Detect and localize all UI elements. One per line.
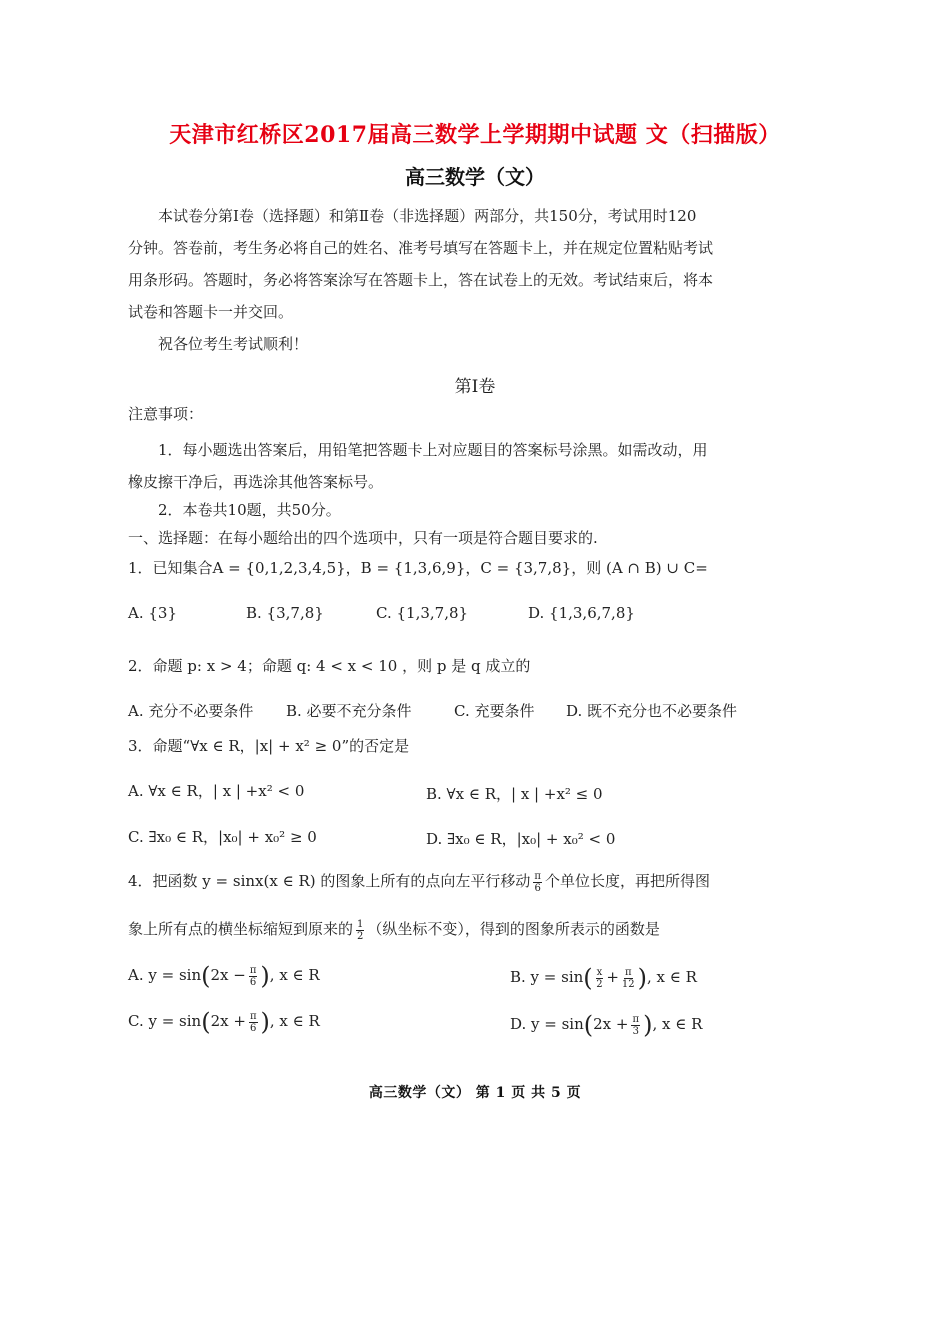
q4b-open-paren: (	[583, 964, 593, 992]
intro-wish: 祝各位考生考试顺利！	[158, 335, 309, 353]
question-3-option-a: A. ∀x ∈ R，| x | +x² < 0	[128, 782, 305, 800]
notice-item-2: 2．本卷共10题，共50分。	[158, 501, 341, 519]
q4a-fraction	[249, 965, 258, 988]
q4-shift-denominator: 6	[534, 882, 541, 894]
question-2-option-a: A. 充分不必要条件	[128, 702, 254, 720]
q4-scale-denominator: 2	[357, 930, 364, 942]
q4d-numerator: π	[632, 1013, 640, 1025]
q4d-fraction	[631, 1014, 640, 1037]
page-footer: 高三数学（文） 第 1 页 共 5 页	[368, 1085, 582, 1101]
q4-shift-fraction	[533, 871, 542, 894]
q4a-open-paren: (	[201, 962, 211, 990]
q4c-numerator: π	[249, 1010, 257, 1022]
section-title: 第Ⅰ卷	[454, 377, 496, 397]
q4a-close-paren: )	[260, 962, 270, 990]
paper-subtitle: 高三数学（文）	[405, 165, 545, 189]
question-1-stem: 1．已知集合A = {0,1,2,3,4,5}，B = {1,3,6,9}，C = {3,7,8}，则 (A ∩ B) ∪ C=	[128, 559, 708, 577]
q4b-fraction	[622, 967, 635, 990]
q4d-close-paren: )	[643, 1011, 653, 1039]
question-3-stem: 3．命题“∀x ∈ R，|x| + x² ≥ 0”的否定是	[128, 737, 410, 755]
q4-stem-text-1a: 4．把函数 y = sinx(x ∈ R) 的图象上所有的点向左平行移动	[128, 872, 531, 890]
question-1-option-c: C. {1,3,7,8}	[376, 604, 469, 622]
q4d-prefix: D. y = sin	[510, 1015, 584, 1033]
q4b-suffix: , x ∈ R	[647, 968, 697, 986]
document-title: 天津市红桥区2017届高三数学上学期期中试题 文（扫描版）	[169, 122, 781, 148]
q4-stem-text-2b: （纵坐标不变），得到的图象所表示的函数是	[367, 920, 660, 938]
question-3-option-d: D. ∃x₀ ∈ R，|x₀| + x₀² < 0	[426, 830, 616, 848]
notice-item-1a: 1．每小题选出答案后，用铅笔把答题卡上对应题目的答案标号涂黑。如需改动，用	[158, 441, 708, 459]
notice-label: 注意事项：	[128, 405, 204, 423]
q4b-close-paren: )	[637, 964, 647, 992]
q4c-denominator: 6	[250, 1022, 257, 1034]
question-1-option-d: D. {1,3,6,7,8}	[528, 604, 635, 622]
q4c-close-paren: )	[260, 1008, 270, 1036]
q4a-prefix: A. y = sin	[128, 966, 202, 984]
question-1-option-b: B. {3,7,8}	[246, 604, 324, 622]
intro-line-3: 用条形码。答题时，务必将答案涂写在答题卡上，答在试卷上的无效。考试结束后，将本	[128, 271, 714, 289]
q4-stem-text-1b: 个单位长度，再把所得图	[544, 872, 710, 890]
question-4-option-b	[510, 964, 697, 992]
q4b-plus: +	[606, 968, 619, 986]
intro-line-4: 试卷和答题卡一并交回。	[128, 303, 294, 321]
q4a-numerator: π	[249, 964, 257, 976]
question-4-option-c	[128, 1008, 320, 1036]
q4b-inner-fraction	[596, 967, 604, 990]
q4c-inner: 2x +	[210, 1012, 246, 1030]
q4a-denominator: 6	[249, 976, 257, 988]
q4c-open-paren: (	[201, 1008, 211, 1036]
question-4-stem-line-2	[128, 918, 660, 942]
q4c-prefix: C. y = sin	[128, 1012, 202, 1030]
q4d-denominator: 3	[632, 1025, 639, 1037]
q4a-inner: 2x −	[210, 966, 246, 984]
question-4-option-a	[128, 962, 320, 990]
q4c-fraction	[249, 1011, 258, 1034]
q4-scale-numerator: 1	[357, 918, 364, 930]
q4b-prefix: B. y = sin	[510, 968, 584, 986]
q4b-inner-numerator: x	[596, 966, 603, 978]
q4c-suffix: , x ∈ R	[269, 1012, 320, 1030]
q4b-inner-denominator: 2	[596, 978, 603, 990]
question-3-option-b: B. ∀x ∈ R，| x | +x² ≤ 0	[426, 785, 603, 803]
part-heading: 一、选择题：在每小题给出的四个选项中，只有一项是符合题目要求的.	[128, 529, 598, 547]
question-2-option-b: B. 必要不充分条件	[286, 702, 412, 720]
q4d-suffix: , x ∈ R	[652, 1015, 703, 1033]
question-2-stem: 2．命题 p: x > 4；命题 q: 4 < x < 10 ，则 p 是 q 成立的	[128, 657, 531, 675]
question-4-option-d	[510, 1011, 702, 1039]
q4-scale-fraction	[356, 919, 364, 942]
notice-item-1b: 橡皮擦干净后，再选涂其他答案标号。	[128, 473, 384, 491]
intro-line-2: 分钟。答卷前，考生务必将自己的姓名、准考号填写在答题卡上，并在规定位置粘贴考试	[128, 239, 714, 257]
q4b-denominator: 12	[621, 978, 635, 990]
q4-stem-text-2a: 象上所有点的横坐标缩短到原来的	[128, 920, 354, 938]
question-4-stem-line-1	[128, 870, 710, 894]
q4b-numerator: π	[624, 966, 632, 978]
q4-shift-numerator: π	[534, 870, 541, 882]
q4d-inner: 2x +	[593, 1015, 629, 1033]
intro-line-1: 本试卷分第Ⅰ卷（选择题）和第Ⅱ卷（非选择题）两部分，共150分，考试用时120	[158, 207, 697, 225]
question-2-option-c: C. 充要条件	[454, 702, 535, 720]
question-2-option-d: D. 既不充分也不必要条件	[566, 702, 738, 720]
q4a-suffix: , x ∈ R	[269, 966, 320, 984]
question-1-option-a: A. {3}	[128, 604, 177, 622]
q4d-open-paren: (	[583, 1011, 594, 1039]
question-3-option-c: C. ∃x₀ ∈ R，|x₀| + x₀² ≥ 0	[128, 828, 317, 846]
